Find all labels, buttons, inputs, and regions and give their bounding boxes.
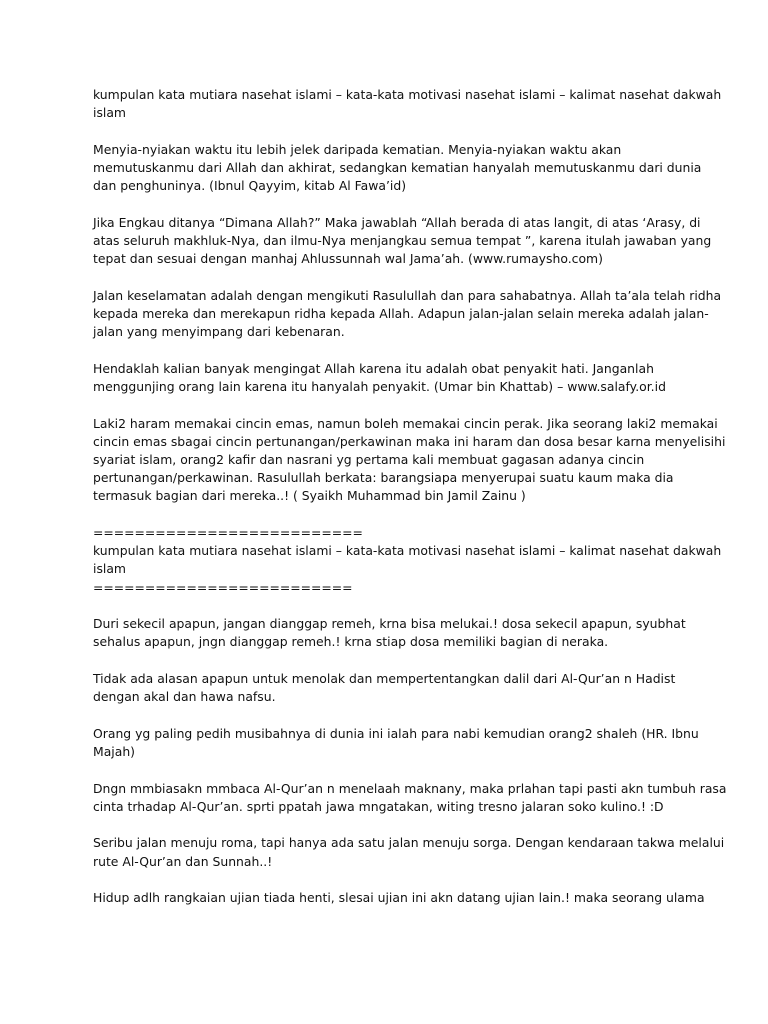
text-line: syariat islam, orang2 kafir dan nasrani yg pertama kali membuat gagasan adanya cincin <box>93 452 645 467</box>
text-line: Dngn mmbiasakn mmbaca Al-Qur’an n menelaah maknany, maka prlahan tapi pasti akn tumbuh rasa <box>93 780 727 796</box>
quote-paragraph <box>93 889 708 907</box>
quote-paragraph <box>93 214 712 269</box>
text-line: cincin emas sbagai cincin pertunangan/perkawinan maka ini haram dan dosa besar karna menyelisihi <box>93 433 726 449</box>
quote-paragraph <box>93 780 727 816</box>
heading-paragraph <box>93 86 722 122</box>
text-line: Majah) <box>93 744 136 759</box>
text-line: atas seluruh makhluk-Nya, dan ilmu-Nya menjangkau semua tempat ”, karena itulah jawaban yang <box>93 233 712 248</box>
text-line: Jika Engkau ditanya “Dimana Allah?” Maka jawablah “Allah berada di atas langit, di atas ‘Arasy, di <box>93 214 701 230</box>
quote-paragraph <box>93 141 708 196</box>
quote-paragraph <box>93 725 708 761</box>
quote-paragraph <box>93 360 708 396</box>
text-line: jalan yang menyimpang dari kebenaran. <box>93 324 345 340</box>
text-line: kepada mereka dan merekapun ridha kepada Allah. Adapun jalan-jalan selain mereka adalah jalan- <box>93 306 709 321</box>
text-line: cinta trhadap Al-Qur’an. sprti ppatah jawa mngatakan, witing tresno jalaran soko kulino.! :D <box>93 798 664 814</box>
text-line: menggunjing orang lain karena itu hanyalah penyakit. (Umar bin Khattab) – www.salafy.or.id <box>93 379 666 394</box>
text-line: Jalan keselamatan adalah dengan mengikuti Rasulullah dan para sahabatnya. Allah ta’ala telah ridha <box>93 287 722 303</box>
text-line: Hendaklah kalian banyak mengingat Allah karena itu adalah obat penyakit hati. Janganlah <box>93 360 654 376</box>
text-line: Duri sekecil apapun, jangan dianggap remeh, krna bisa melukai.! dosa sekecil apapun, syubhat <box>93 616 686 632</box>
text-line: dengan akal dan hawa nafsu. <box>93 689 276 705</box>
quote-paragraph <box>93 287 722 342</box>
text-line: Seribu jalan menuju roma, tapi hanya ada satu jalan menuju sorga. Dengan kendaraan takwa melalui <box>93 835 725 851</box>
text-line: termasuk bagian dari mereka..! ( Syaikh Muhammad bin Jamil Zainu ) <box>93 488 526 504</box>
separator-line: ========================= <box>93 579 353 595</box>
text-line: Tidak ada alasan apapun untuk menolak dan mempertentangkan dalil dari Al-Qur’an n Hadist <box>93 671 676 686</box>
separator-line: ========================== <box>93 525 363 540</box>
text-line: kumpulan kata mutiara nasehat islami – kata-kata motivasi nasehat islami – kalimat nasehat dakwah <box>93 543 722 559</box>
quote-paragraph <box>93 670 708 706</box>
text-line: kumpulan kata mutiara nasehat islami – kata-kata motivasi nasehat islami – kalimat nasehat dakwah <box>93 87 722 102</box>
text-line: dan penghuninya. (Ibnul Qayyim, kitab Al Fawa’id) <box>93 178 407 194</box>
text-line: rute Al-Qur’an dan Sunnah..! <box>93 853 273 869</box>
text-line: memutuskanmu dari Allah dan akhirat, sedangkan kematian hanyalah memutuskanmu dari dunia <box>93 160 702 175</box>
quote-paragraph <box>93 615 708 651</box>
text-line: Laki2 haram memakai cincin emas, namun boleh memakai cincin perak. Jika seorang laki2 memakai <box>93 415 718 431</box>
text-line: Orang yg paling pedih musibahnya di dunia ini ialah para nabi kemudian orang2 shaleh (HR. Ibnu <box>93 725 699 741</box>
quote-paragraph <box>93 834 725 870</box>
text-line: islam <box>93 105 127 121</box>
section-heading-paragraph <box>93 524 722 597</box>
text-line: pertunangan/perkawinan. Rasulullah berkata: barangsiapa menyerupai suatu kaum maka dia <box>93 470 674 486</box>
text-line: Menyia-nyiakan waktu itu lebih jelek daripada kematian. Menyia-nyiakan waktu akan <box>93 141 622 157</box>
text-line: Hidup adlh rangkaian ujian tiada henti, slesai ujian ini akn datang ujian lain.! maka seorang ulama <box>93 890 705 906</box>
text-line: sehalus apapun, jngn dianggap remeh.! krna stiap dosa memiliki bagian di neraka. <box>93 634 609 650</box>
quote-paragraph <box>93 415 726 506</box>
text-line: tepat dan sesuai dengan manhaj Ahlussunnah wal Jama’ah. (www.rumaysho.com) <box>93 251 603 267</box>
text-line: islam <box>93 561 127 577</box>
